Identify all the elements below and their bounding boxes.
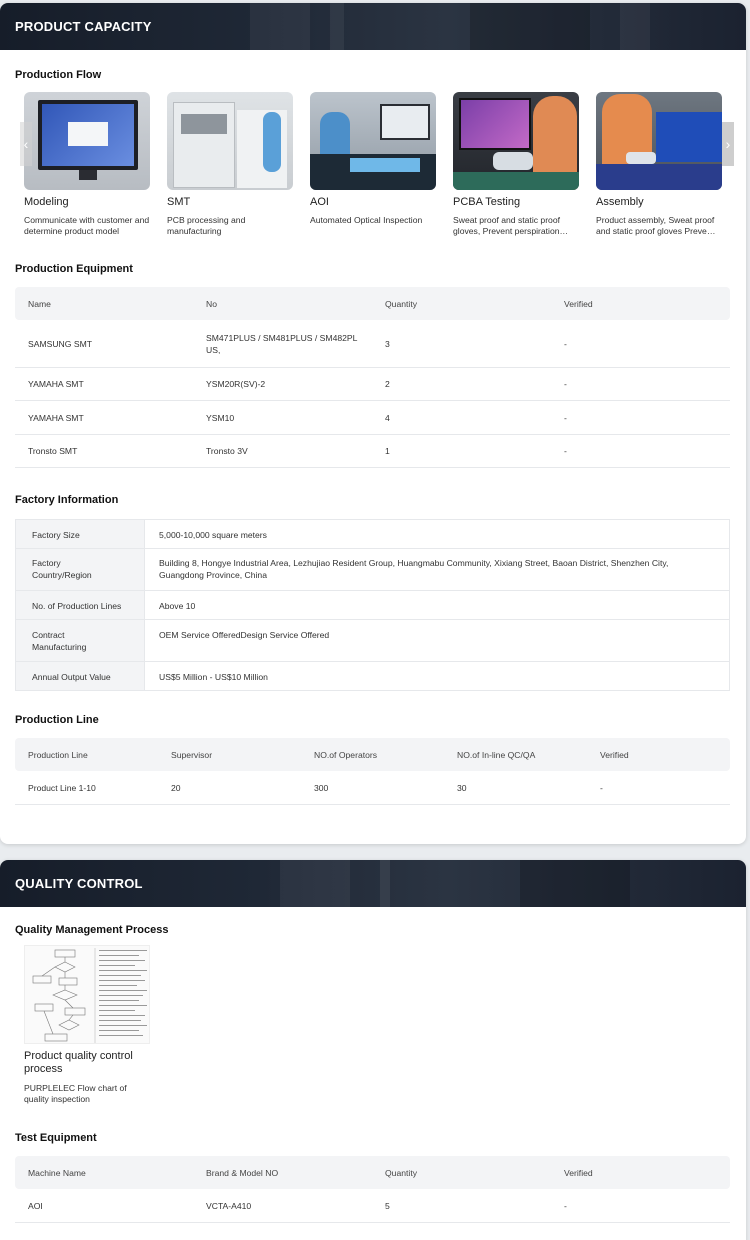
test-equipment-title: Test Equipment: [15, 1132, 97, 1144]
flow-item-smt[interactable]: [167, 92, 293, 237]
flow-name: PCBA Testing: [453, 196, 521, 208]
cell: AOI: [28, 1200, 43, 1211]
flow-desc: Product assembly, Sweat proof and static proof gloves Preve…: [596, 215, 716, 236]
flow-item-assembly[interactable]: [596, 92, 722, 237]
flow-name: Assembly: [596, 196, 644, 208]
production-equipment-table: [15, 287, 730, 468]
flow-desc: Sweat proof and static proof gloves, Prevent perspiration…: [453, 215, 569, 236]
process-name: Product quality control process: [24, 1050, 133, 1075]
test-equipment-table: [15, 1156, 730, 1223]
info-label: Contract Manufacturing: [16, 620, 145, 661]
flow-desc: Communicate with customer and determine product model: [24, 215, 150, 236]
flow-desc: Automated Optical Inspection: [310, 215, 423, 225]
cell: -: [564, 446, 567, 456]
table-row: [15, 771, 730, 805]
cell: 30: [457, 782, 467, 793]
flow-image-assembly: [596, 92, 722, 190]
info-value: 5,000-10,000 square meters: [159, 530, 267, 540]
cell: Product Line 1-10: [28, 782, 96, 793]
flow-item-pcba-testing[interactable]: [453, 92, 579, 237]
header-cell: Machine Name: [28, 1167, 86, 1178]
cell: 300: [314, 782, 329, 793]
header-cell: Brand & Model NO: [206, 1167, 279, 1178]
cell: 1: [385, 446, 390, 456]
header-cell: NO.of Operators: [314, 749, 378, 760]
info-value: US$5 Million - US$10 Million: [159, 672, 268, 682]
flow-desc: PCB processing and manufacturing: [167, 215, 246, 236]
production-equipment-title: Production Equipment: [15, 263, 133, 275]
info-row: [16, 549, 729, 591]
cell: SAMSUNG SMT: [28, 338, 92, 349]
flow-name: AOI: [310, 196, 329, 208]
quality-management-title: Quality Management Process: [15, 924, 169, 936]
header-cell: Verified: [564, 298, 593, 309]
info-value: Above 10: [159, 601, 196, 611]
table-header: [15, 738, 730, 771]
cell: Tronsto SMT: [28, 446, 78, 456]
product-capacity-title: PRODUCT CAPACITY: [15, 19, 152, 34]
flow-name: SMT: [167, 196, 191, 208]
header-cell: Verified: [600, 749, 629, 760]
factory-information-title: Factory Information: [15, 494, 119, 506]
cell: -: [564, 1200, 567, 1211]
flow-name: Modeling: [24, 196, 69, 208]
header-cell: Name: [28, 298, 51, 309]
flow-item-aoi[interactable]: [310, 92, 436, 226]
info-label: Factory Country/Region: [16, 549, 145, 590]
flow-image-smt: [167, 92, 293, 190]
info-label: Annual Output Value: [16, 662, 145, 690]
cell: 4: [385, 412, 390, 423]
cell: 20: [171, 782, 181, 793]
quality-control-title: QUALITY CONTROL: [15, 876, 143, 891]
table-header: [15, 1156, 730, 1189]
info-row: [16, 620, 729, 662]
table-row: [15, 401, 730, 435]
header-cell: Verified: [564, 1167, 593, 1178]
production-line-table: [15, 738, 730, 805]
cell: SM471PLUS / SM481PLUS / SM482PLUS,: [206, 332, 358, 355]
table-row: [15, 1189, 730, 1223]
chevron-left-icon[interactable]: ‹: [20, 122, 32, 166]
info-row: [16, 591, 729, 620]
quality-control-header: [0, 860, 746, 907]
cell: 5: [385, 1200, 390, 1211]
factory-information-table: [15, 519, 730, 691]
info-label: Factory Size: [16, 520, 145, 548]
info-value: Building 8, Hongye Industrial Area, Lezhujiao Resident Group, Huangmabu Community, Xixiang Street, Baoan District, Shenzhen City, Guangdong Province, China: [159, 558, 669, 580]
cell: VCTA-A410: [206, 1200, 252, 1211]
cell: -: [564, 379, 567, 389]
product-capacity-card: [0, 3, 746, 844]
info-row: [16, 662, 729, 690]
cell: YAMAHA SMT: [28, 379, 84, 389]
cell: -: [564, 338, 567, 349]
process-desc: PURPLELEC Flow chart of quality inspection: [24, 1083, 127, 1104]
header-cell: Quantity: [385, 1167, 418, 1178]
production-flow-title: Production Flow: [15, 69, 102, 81]
cell: Tronsto 3V: [206, 446, 248, 456]
table-row: [15, 320, 730, 368]
info-value: OEM Service OfferedDesign Service Offered: [159, 630, 330, 640]
flow-image-modeling: [24, 92, 150, 190]
cell: -: [600, 782, 603, 793]
flow-image-pcba-testing: [453, 92, 579, 190]
cell: 3: [385, 338, 390, 349]
chevron-right-icon[interactable]: ›: [722, 122, 734, 166]
quality-process-item[interactable]: [24, 945, 150, 1105]
info-row: [16, 520, 729, 549]
header-cell: Quantity: [385, 298, 418, 309]
cell: YSM20R(SV)-2: [206, 379, 266, 389]
table-row: [15, 435, 730, 468]
flow-image-aoi: [310, 92, 436, 190]
table-row: [15, 368, 730, 401]
cell: -: [564, 412, 567, 423]
production-line-title: Production Line: [15, 714, 99, 726]
flow-item-modeling[interactable]: [24, 92, 150, 237]
header-cell: Supervisor: [171, 749, 213, 760]
product-capacity-header: [0, 3, 746, 50]
cell: YAMAHA SMT: [28, 412, 84, 423]
info-label: No. of Production Lines: [16, 591, 145, 619]
production-flow-carousel: [24, 92, 746, 242]
flowchart-image: [24, 945, 150, 1044]
header-cell: Production Line: [28, 749, 88, 760]
flowchart-icon: [25, 946, 150, 1044]
table-header: [15, 287, 730, 320]
quality-control-card: [0, 860, 746, 1240]
header-cell: NO.of In-line QC/QA: [457, 749, 536, 760]
header-cell: No: [206, 298, 217, 309]
cell: YSM10: [206, 412, 235, 423]
cell: 2: [385, 379, 390, 389]
